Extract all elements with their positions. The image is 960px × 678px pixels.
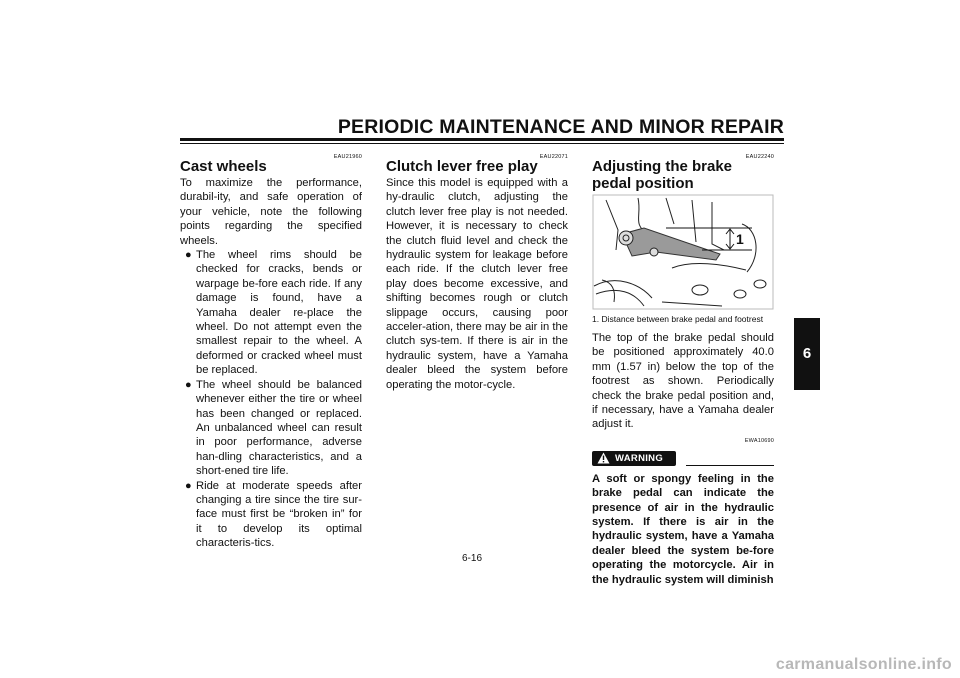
bullet-icon: ● xyxy=(185,378,192,391)
bullet-item xyxy=(180,378,362,479)
section-code: EAU22240 xyxy=(745,154,774,160)
warning-triangle-icon xyxy=(597,452,610,464)
warning-code: EWA10690 xyxy=(744,437,774,444)
page-number: 6-16 xyxy=(462,553,483,564)
bullet-text: Ride at moderate speeds after changing a tire since the tire sur-face must first be “broken in” for it to develop its optimal characteris-tics. xyxy=(196,479,362,550)
section-heading-cast-wheels: Cast wheels xyxy=(180,158,267,175)
brake-pedal-body: The top of the brake pedal should be positioned approximately 40.0 mm (1.57 in) below the top of the footrest as shown. Periodically check the brake pedal position and, if necessary, have a Yamaha dealer adjust it. xyxy=(592,332,774,431)
bullet-icon: ● xyxy=(185,249,192,262)
clutch-lever-body: Since this model is equipped with a hy-draulic clutch, adjusting the clutch lever free play is not needed. However, it is necessary to check the clutch fluid level and check the hydraulic system for leakage before each ride. If the clutch lever free play does become excessive, and shifting becomes rough or clutch slippage occurs, causing poor acceler-ation, there may be air in the clutch sys-tem. If there is air in the hydraulic system, have a Yamaha dealer bleed the system before operating the motor-cycle. xyxy=(386,177,568,391)
page-header-title: PERIODIC MAINTENANCE AND MINOR REPAIR xyxy=(337,116,784,138)
brake-pedal-figure xyxy=(592,194,774,310)
header-rule-thick xyxy=(180,138,784,141)
warning-label: WARNING xyxy=(615,452,664,464)
section-heading-brake-pedal: Adjusting the brake pedal position xyxy=(592,158,733,192)
header-rule-thin xyxy=(180,143,784,144)
section-heading-clutch-lever: Clutch lever free play xyxy=(386,158,538,175)
warning-rule xyxy=(686,465,774,466)
column-brake-pedal xyxy=(592,150,774,587)
column-cast-wheels xyxy=(180,150,362,551)
brake-pedal-illustration xyxy=(592,194,774,310)
bullet-item xyxy=(180,248,362,378)
cast-wheels-intro: To maximize the performance, durabil-ity, and safe operation of your vehicle, note the following points regarding the specified wheels. xyxy=(180,177,362,247)
warning-header xyxy=(592,450,774,468)
section-code: EAU21960 xyxy=(333,154,362,160)
section-code: EAU22071 xyxy=(539,154,568,160)
bullet-text: The wheel rims should be checked for cracks, bends or warpage be-fore each ride. If any damage is found, have a Yamaha dealer re-place the wheel. Do not attempt even the smallest repair to the wheel. A deformed or cracked wheel must be replaced. xyxy=(196,249,362,377)
footer-watermark: carmanualsonline.info xyxy=(775,656,952,673)
bullet-icon: ● xyxy=(185,479,192,492)
warning-text: A soft or spongy feeling in the brake pedal can indicate the presence of air in the hydraulic system. If there is air in the hydraulic system, have a Yamaha dealer bleed the system be-fore operating the motorcycle. Air in the hydraulic system will diminish xyxy=(592,472,774,586)
column-clutch-lever xyxy=(386,150,568,392)
figure-callout-label: 1 xyxy=(736,231,744,247)
figure-caption: 1. Distance between brake pedal and footrest xyxy=(592,314,764,324)
warning-badge xyxy=(592,451,676,466)
chapter-tab[interactable]: 6 xyxy=(794,318,820,390)
bullet-text: The wheel should be balanced whenever either the tire or wheel has been changed or replaced. An unbalanced wheel can result in poor performance, adverse han-dling characteristics, and a short-ened tire life. xyxy=(196,378,362,478)
bullet-item xyxy=(180,479,362,551)
